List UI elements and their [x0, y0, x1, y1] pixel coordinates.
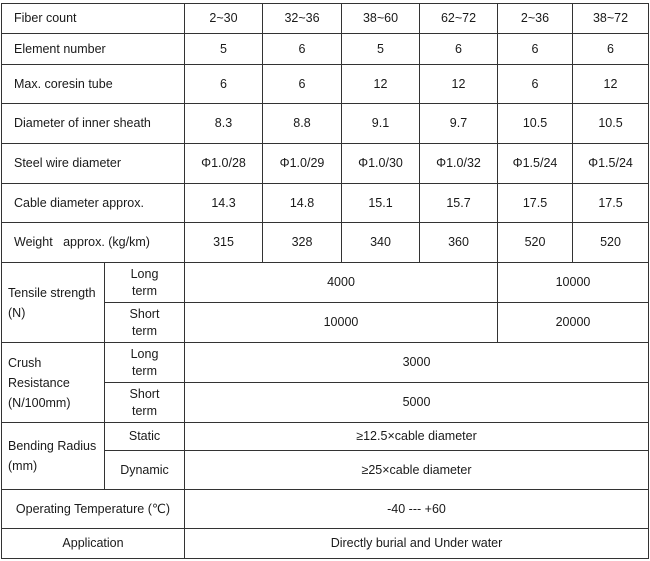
cell: 360: [420, 223, 498, 263]
cell: Φ1.0/29: [263, 144, 342, 184]
cell: 4000: [185, 263, 498, 303]
table-row: [2, 184, 649, 223]
cell: 15.7: [420, 184, 498, 223]
cell: Φ1.0/30: [342, 144, 420, 184]
cell: Φ1.0/28: [185, 144, 263, 184]
cable-spec-table: [1, 3, 649, 559]
cell: 62~72: [420, 4, 498, 34]
table-row: [2, 223, 649, 263]
sub-label-tensile-long: [105, 263, 185, 303]
cell: Φ1.5/24: [573, 144, 649, 184]
cell: 340: [342, 223, 420, 263]
cell: 14.3: [185, 184, 263, 223]
cell: 10.5: [573, 104, 649, 144]
sub-label-line: term: [132, 323, 157, 338]
cell: 17.5: [498, 184, 573, 223]
cell: 520: [573, 223, 649, 263]
row-label-steel-wire: Steel wire diameter: [2, 144, 185, 184]
row-label-operating-temperature: Operating Temperature (℃): [2, 490, 185, 529]
cell: 8.3: [185, 104, 263, 144]
cell: 38~72: [573, 4, 649, 34]
cell: 17.5: [573, 184, 649, 223]
cell: 20000: [498, 303, 649, 343]
row-label-fiber-count: Fiber count: [2, 4, 185, 34]
cell: 315: [185, 223, 263, 263]
table-row: [2, 104, 649, 144]
cell: Φ1.0/32: [420, 144, 498, 184]
group-label-bending: Bending Radius (mm): [2, 423, 105, 490]
sub-label-line: term: [132, 363, 157, 378]
sub-label-crush-short: [105, 383, 185, 423]
sub-label-dynamic: Dynamic: [105, 451, 185, 490]
cell: 10000: [185, 303, 498, 343]
sub-label-line: Long: [130, 266, 159, 281]
cell: 9.1: [342, 104, 420, 144]
sub-label-static: Static: [105, 423, 185, 451]
sub-label-line: Short: [129, 386, 160, 401]
table-row: [2, 4, 649, 34]
cell: 10000: [498, 263, 649, 303]
table-row: [2, 144, 649, 184]
cell: 6: [420, 34, 498, 65]
row-label-max-coresin-tube: Max. coresin tube: [2, 65, 185, 104]
cell: 8.8: [263, 104, 342, 144]
cell: ≥25×cable diameter: [185, 451, 649, 490]
cell: ≥12.5×cable diameter: [185, 423, 649, 451]
table-row: [2, 263, 649, 303]
cell: 328: [263, 223, 342, 263]
cell: 12: [342, 65, 420, 104]
sub-label-crush-long: [105, 343, 185, 383]
cell: 3000: [185, 343, 649, 383]
cell: 14.8: [263, 184, 342, 223]
cell: 12: [573, 65, 649, 104]
cell: 15.1: [342, 184, 420, 223]
sub-label-line: term: [132, 403, 157, 418]
cell: 32~36: [263, 4, 342, 34]
cell: Φ1.5/24: [498, 144, 573, 184]
cell: 6: [498, 65, 573, 104]
cell: 2~30: [185, 4, 263, 34]
cell: 10.5: [498, 104, 573, 144]
row-label-cable-diameter: Cable diameter approx.: [2, 184, 185, 223]
table-row: [2, 343, 649, 383]
row-label-weight: Weight approx. (kg/km): [2, 223, 185, 263]
cell: 5: [342, 34, 420, 65]
cell: 12: [420, 65, 498, 104]
table-row: [2, 490, 649, 529]
cell: Directly burial and Under water: [185, 529, 649, 559]
sub-label-line: Short: [129, 306, 160, 321]
cell: 6: [263, 65, 342, 104]
cell: 520: [498, 223, 573, 263]
cell: 6: [498, 34, 573, 65]
sub-label-line: term: [132, 283, 157, 298]
cell: 6: [573, 34, 649, 65]
table-row: [2, 34, 649, 65]
cell: 38~60: [342, 4, 420, 34]
cell: 9.7: [420, 104, 498, 144]
cell: -40 --- +60: [185, 490, 649, 529]
group-label-tensile: Tensile strength (N): [2, 263, 105, 343]
sub-label-tensile-short: [105, 303, 185, 343]
row-label-application: Application: [2, 529, 185, 559]
cell: 5: [185, 34, 263, 65]
row-label-inner-sheath: Diameter of inner sheath: [2, 104, 185, 144]
cell: 2~36: [498, 4, 573, 34]
row-label-element-number: Element number: [2, 34, 185, 65]
cell: 6: [185, 65, 263, 104]
group-label-crush: Crush Resistance (N/100mm): [2, 343, 105, 423]
cell: 5000: [185, 383, 649, 423]
table-row: [2, 423, 649, 451]
cell: 6: [263, 34, 342, 65]
table-row: [2, 65, 649, 104]
table-row: [2, 529, 649, 559]
sub-label-line: Long: [130, 346, 159, 361]
